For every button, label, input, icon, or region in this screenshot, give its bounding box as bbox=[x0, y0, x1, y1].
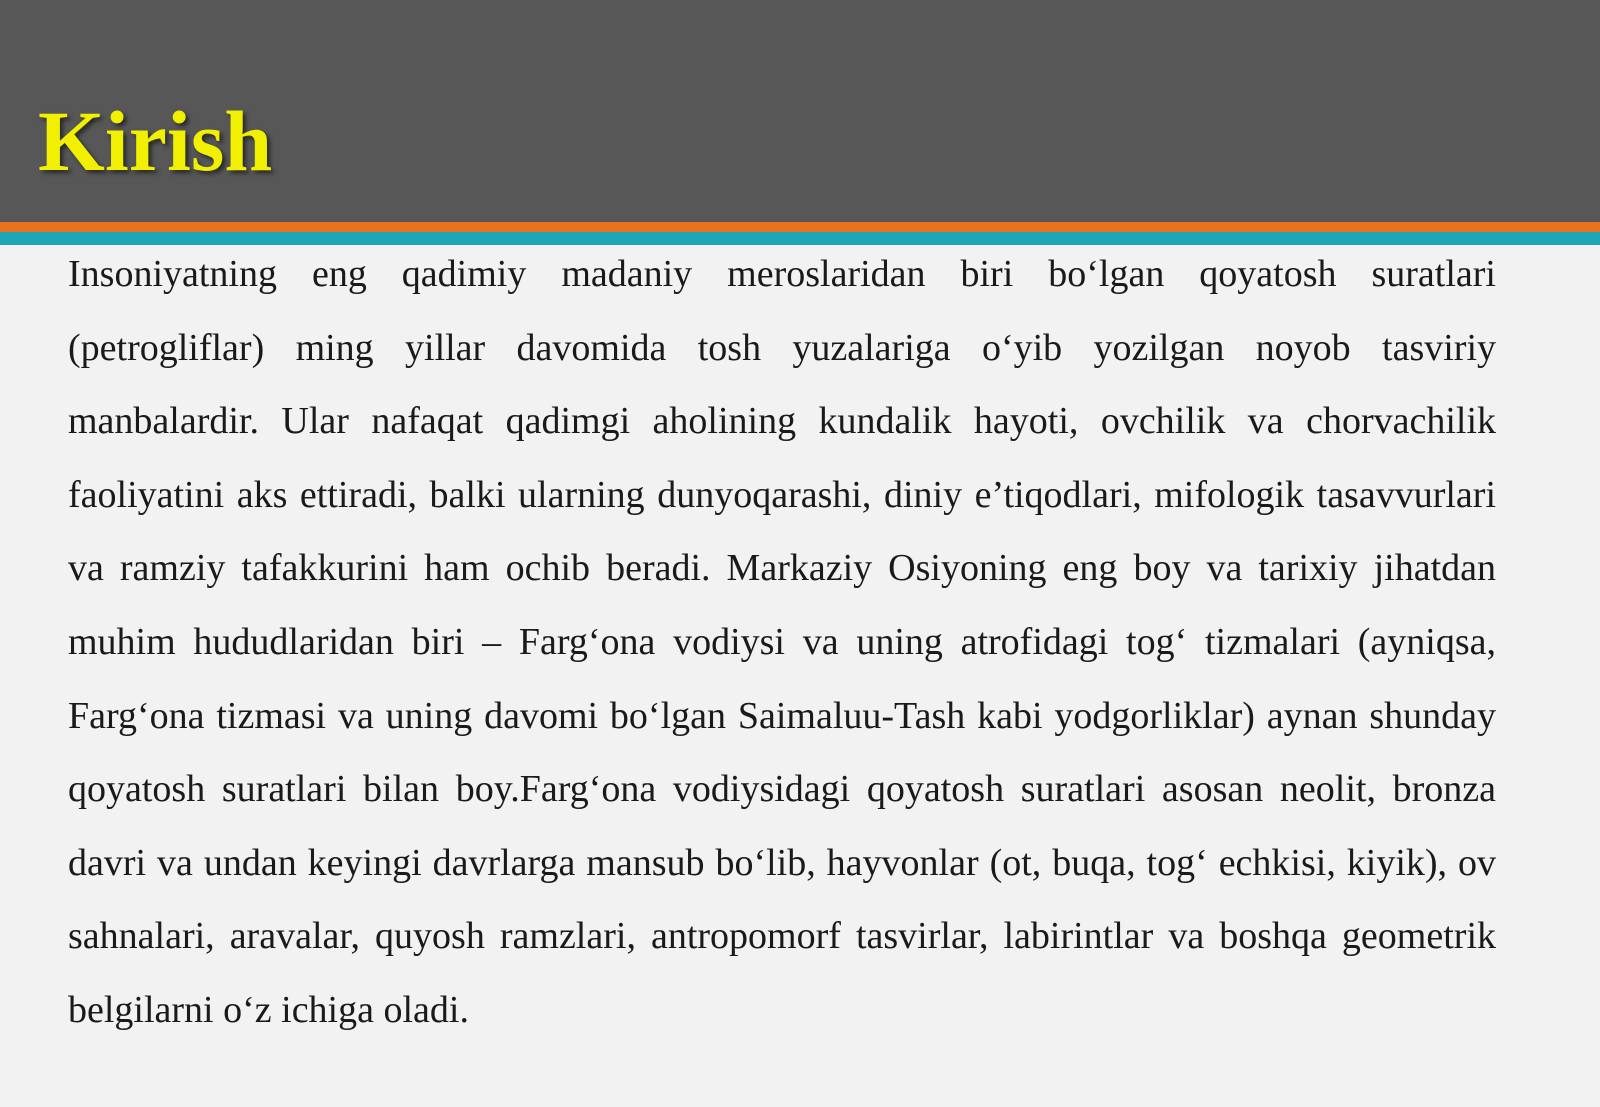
body-paragraph: Insoniyatning eng qadimiy madaniy meroslaridan biri bo‘lgan qoyatosh suratlari (petrogliflar) ming yillar davomida tosh yuzalariga o‘yib yozilgan noyob tasviriy manbalardir. Ular nafaqat qadimgi aholining kundalik hayoti, ovchilik va chorvachilik faoliyatini aks ettiradi, balki ularning dunyoqarashi, diniy e’tiqodlari, mifologik tasavvurlari va ramziy tafakkurini ham ochib beradi. Markaziy Osiyoning eng boy va tarixiy jihatdan muhim hududlaridan biri – Farg‘ona vodiysi va uning atrofidagi tog‘ tizmalari (ayniqsa, Farg‘ona tizmasi va uning davomi bo‘lgan Saimaluu-Tash kabi yodgorliklar) aynan shunday qoyatosh suratlari bilan boy.Farg‘ona vodiysidagi qoyatosh suratlari asosan neolit, bronza davri va undan keyingi davrlarga mansub bo‘lib, hayvonlar (ot, buqa, tog‘ echkisi, kiyik), ov sahnalari, aravalar, quyosh ramzlari, antropomorf tasvirlar, labirintlar va boshqa geometrik belgilarni o‘z ichiga oladi. bbox=[68, 253, 1496, 1031]
accent-stripe-orange bbox=[0, 222, 1600, 232]
slide-title: Kirish bbox=[38, 93, 273, 189]
title-bar bbox=[0, 0, 1600, 222]
